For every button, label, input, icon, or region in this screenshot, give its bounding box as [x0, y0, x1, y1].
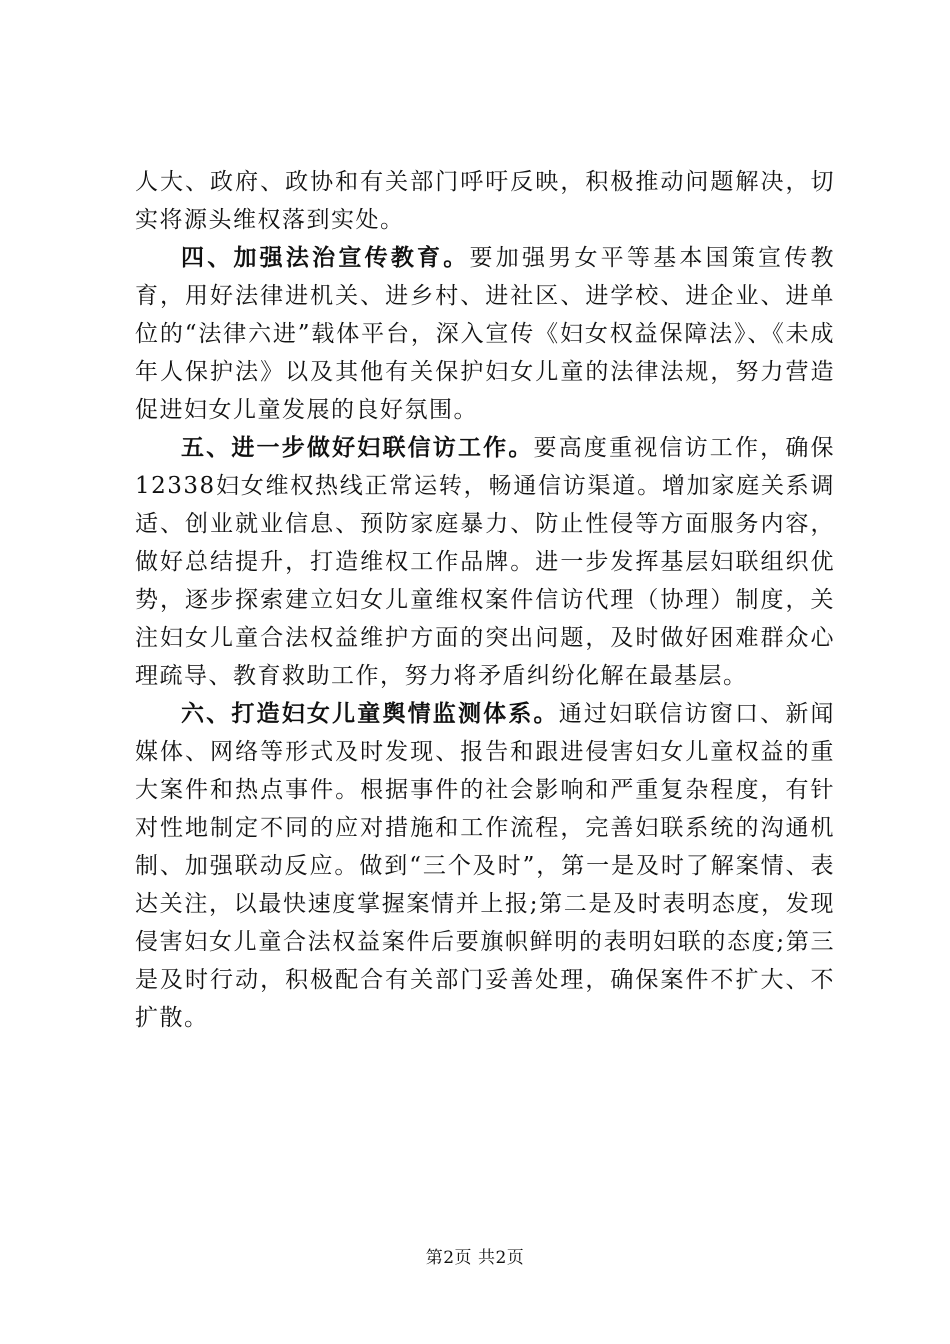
- paragraph-text: 要加强男女平等基本国策宣传教育，用好法律进机关、进乡村、进社区、进学校、进企业、进单位的“法律六进”载体平台，深入宣传《妇女权益保障法》、《未成年人保护法》以及其他有关保护妇女儿童的法律法规，努力营造促进妇女儿童发展的良好氛围。: [135, 245, 836, 423]
- paragraph-text: 人大、政府、政协和有关部门呼吁反映，积极推动问题解决，切实将源头维权落到实处。: [135, 169, 835, 233]
- paragraph-text: 通过妇联信访窗口、新闻媒体、网络等形式及时发现、报告和跟进侵害妇女儿童权益的重大案件和热点事件。根据事件的社会影响和严重复杂程度，有针对性地制定不同的应对措施和工作流程，完善妇联系统的沟通机制、加强联动反应。做到“三个及时”，第一是及时了解案情、表达关注，以最快速度掌握案情并上报;第二是及时表明态度，发现侵害妇女儿童合法权益案件后要旗帜鲜明的表明妇联的态度;第三是及时行动，积极配合有关部门妥善处理，确保案件不扩大、不扩散。: [135, 701, 836, 1031]
- section-heading: 六、打造妇女儿童舆情监测体系。: [181, 700, 559, 727]
- paragraph-section-four: [135, 239, 835, 429]
- paragraph-continuation: [135, 163, 835, 239]
- section-heading: 四、加强法治宣传教育。: [181, 244, 470, 271]
- page-number-label: 第2页 共2页: [425, 1248, 525, 1268]
- section-heading: 五、进一步做好妇联信访工作。: [181, 434, 534, 461]
- document-body: [135, 163, 835, 1037]
- paragraph-text: 要高度重视信访工作，确保12338妇女维权热线正常运转，畅通信访渠道。增加家庭关系调适、创业就业信息、预防家庭暴力、防止性侵等方面服务内容，做好总结提升，打造维权工作品牌。进一步发挥基层妇联组织优势，逐步探索建立妇女儿童维权案件信访代理（协理）制度，关注妇女儿童合法权益维护方面的突出问题，及时做好困难群众心理疏导、教育救助工作，努力将矛盾纠纷化解在最基层。: [135, 435, 836, 689]
- paragraph-section-five: [135, 429, 835, 695]
- page-footer: [0, 1243, 950, 1268]
- paragraph-section-six: [135, 695, 835, 1037]
